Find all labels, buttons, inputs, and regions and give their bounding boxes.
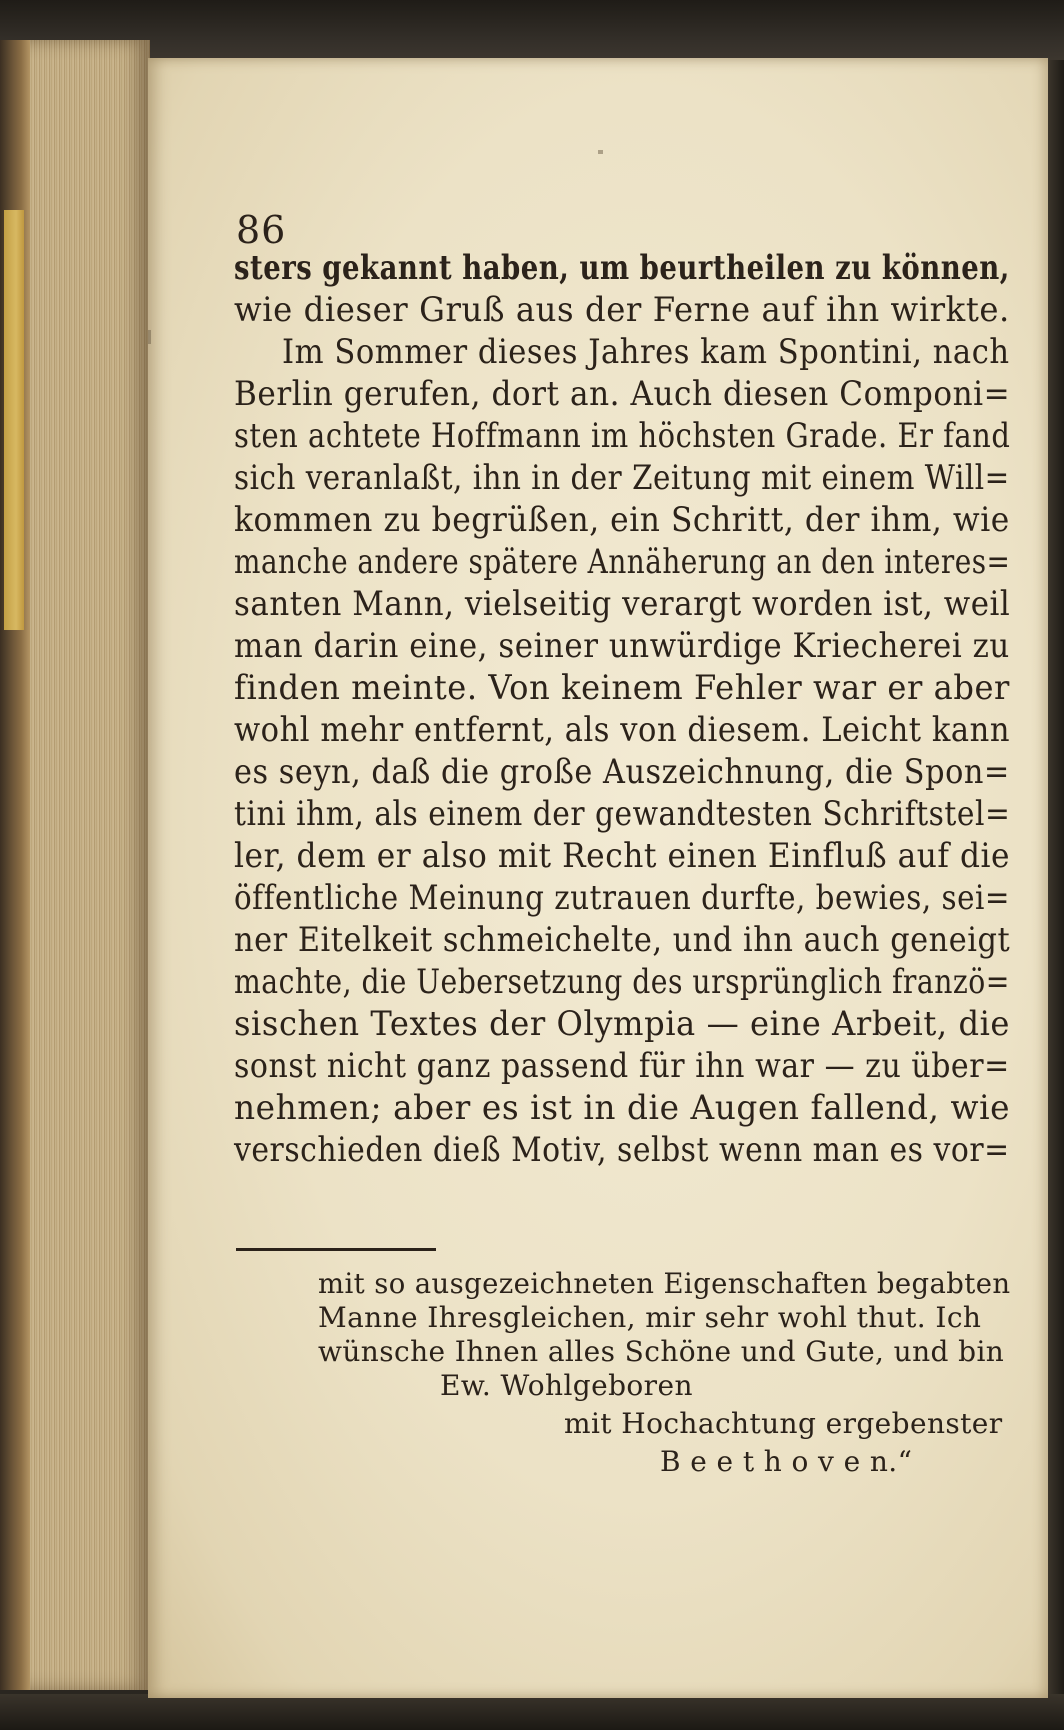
text-line: Berlin gerufen, dort an. Auch diesen Componi=: [234, 374, 1011, 414]
text-line: sich veranlaßt, ihn in der Zeitung mit einem Will=: [234, 458, 1010, 498]
text-line: sten achtete Hoffmann im höchsten Grade. Er fand: [234, 416, 1011, 456]
text-line: manche andere spätere Annäherung an den interes=: [234, 542, 1011, 582]
text-line: verschieden dieß Motiv, selbst wenn man es vor=: [234, 1130, 1010, 1170]
text-line: Im Sommer dieses Jahres kam Spontini, nach: [282, 332, 1010, 372]
top-binding-shadow: [0, 0, 1064, 62]
text-line: ler, dem er also mit Recht einen Einfluß auf die: [234, 836, 1011, 876]
text-line: wohl mehr entfernt, als von diesem. Leicht kann: [234, 710, 1011, 750]
text-line: sonst nicht ganz passend für ihn war — zu über=: [234, 1046, 1010, 1086]
text-line: nehmen; aber es ist in die Augen fallend, wie: [234, 1088, 1011, 1128]
text-line: kommen zu begrüßen, ein Schritt, der ihm, wie: [234, 500, 1010, 540]
footnote-divider: [236, 1248, 436, 1251]
text-line: es seyn, daß die große Auszeichnung, die Spon=: [234, 752, 1010, 792]
bookmark-strip: [4, 210, 24, 630]
text-line: sischen Textes der Olympia — eine Arbeit, die: [234, 1004, 1011, 1044]
bottom-scan-border: [0, 1694, 1064, 1730]
footnote-signature: B e e t h o v e n.“: [660, 1445, 913, 1478]
footnote-line: Manne Ihresgleichen, mir sehr wohl thut. Ich: [318, 1301, 982, 1334]
text-line: ner Eitelkeit schmeichelte, und ihn auch geneigt: [234, 920, 1011, 960]
page-number: 86: [236, 208, 287, 252]
footnote-line: mit so ausgezeichneten Eigenschaften begabten: [318, 1267, 1011, 1300]
text-line: tini ihm, als einem der gewandtesten Schriftstel=: [234, 794, 1011, 834]
ink-speck: [598, 150, 603, 154]
text-line: wie dieser Gruß aus der Ferne auf ihn wirkte.: [234, 290, 1010, 330]
text-line: öffentliche Meinung zutrauen durfte, bewies, sei=: [234, 878, 1011, 918]
text-line: santen Mann, vielseitig verargt worden ist, weil: [234, 584, 1011, 624]
footnote-line: mit Hochachtung ergebenster: [564, 1407, 1003, 1440]
footnote-line: wünsche Ihnen alles Schöne und Gute, und bin: [318, 1335, 1005, 1368]
text-line: finden meinte. Von keinem Fehler war er aber: [234, 668, 1010, 708]
text-line: man darin eine, seiner unwürdige Kriecherei zu: [234, 626, 1010, 666]
margin-mark: [148, 330, 151, 344]
text-line: machte, die Uebersetzung des ursprünglich franzö=: [234, 962, 1010, 1002]
text-line: sters gekannt haben, um beurtheilen zu können,: [234, 248, 1010, 288]
footnote-line: Ew. Wohlgeboren: [440, 1369, 693, 1402]
